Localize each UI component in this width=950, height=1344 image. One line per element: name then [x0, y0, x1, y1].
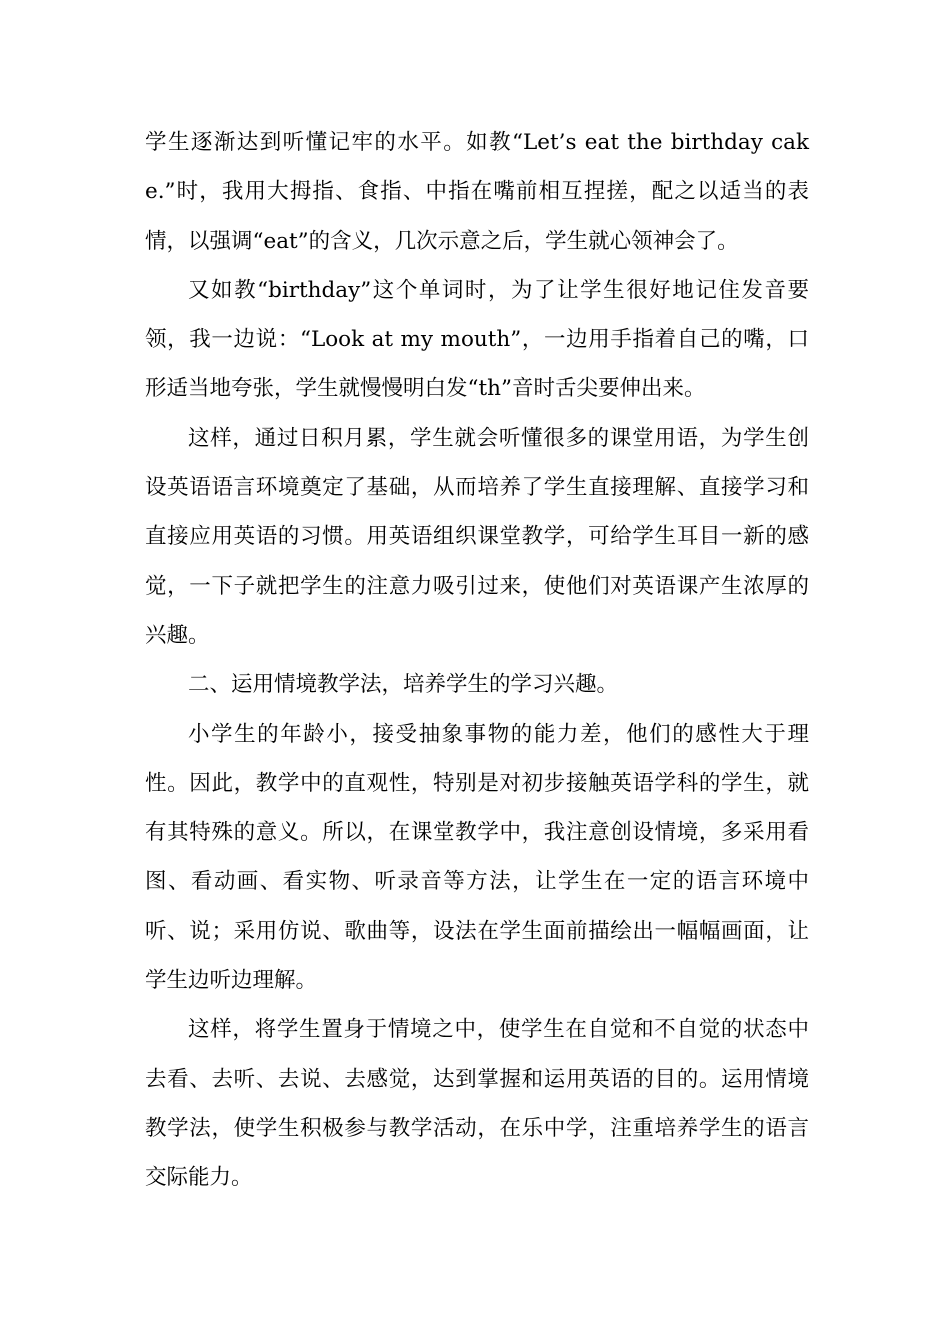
document-body — [145, 118, 809, 1203]
paragraph-2: 又如教“birthday”这个单词时，为了让学生很好地记住发音要领，我一边说：“Look at my mouth”，一边用手指着自己的嘴，口形适当地夸张，学生就慢慢明白发“th”音时舌尖要伸出来。 — [145, 277, 809, 402]
paragraph-6: 这样，将学生置身于情境之中，使学生在自觉和不自觉的状态中去看、去听、去说、去感觉，达到掌握和运用英语的目的。运用情境教学法，使学生积极参与教学活动，在乐中学，注重培养学生的语言交际能力。 — [145, 1017, 809, 1191]
paragraph-1: 学生逐渐达到听懂记牢的水平。如教“Let’s eat the birthday cake.”时，我用大拇指、食指、中指在嘴前相互捏搓，配之以适当的表情，以强调“eat”的含义，几次示意之后，学生就心领神会了。 — [145, 130, 809, 254]
section-heading: 二、运用情境教学法，培养学生的学习兴趣。 — [188, 672, 619, 698]
paragraph-3: 这样，通过日积月累，学生就会听懂很多的课堂用语，为学生创设英语语言环境奠定了基础，从而培养了学生直接理解、直接学习和直接应用英语的习惯。用英语组织课堂教学，可给学生耳目一新的感觉，一下子就把学生的注意力吸引过来，使他们对英语课产生浓厚的兴趣。 — [145, 425, 809, 648]
paragraph-5: 小学生的年龄小，接受抽象事物的能力差，他们的感性大于理性。因此，教学中的直观性，特别是对初步接触英语学科的学生，就有其特殊的意义。所以，在课堂教学中，我注意创设情境，多采用看图、看动画、看实物、听录音等方法，让学生在一定的语言环境中听、说；采用仿说、歌曲等，设法在学生面前描绘出一幅幅画面，让学生边听边理解。 — [145, 721, 809, 994]
